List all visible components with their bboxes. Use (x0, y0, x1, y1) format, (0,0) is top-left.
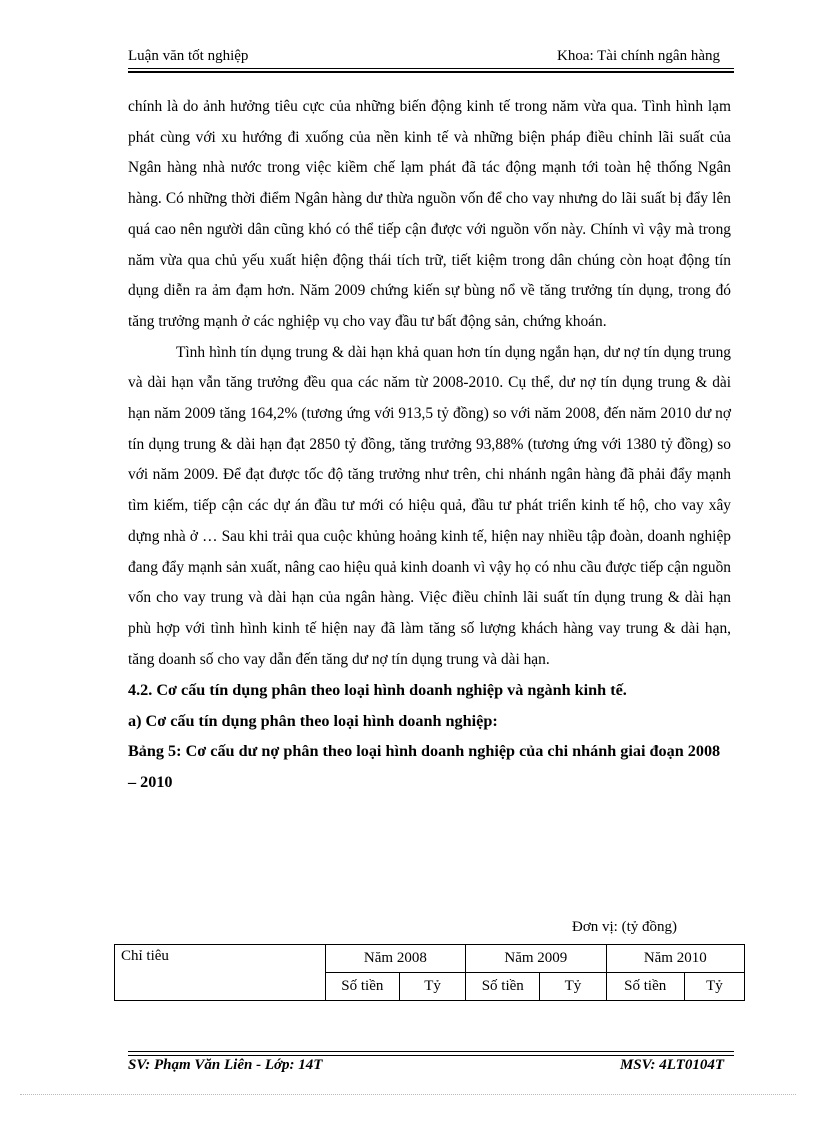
footer-rule-top (128, 1051, 734, 1052)
footer-student-id: MSV: 4LT0104T (619, 1057, 724, 1073)
col-label-header: Chỉ tiêu (115, 945, 326, 1001)
page-boundary-line (20, 1094, 796, 1095)
table-header-row (115, 945, 745, 973)
amount-2010-header: Số tiền (606, 973, 684, 1001)
page-body (128, 92, 731, 797)
subsection-heading: a) Cơ cấu tín dụng phân theo loại hình doanh nghiệp: (128, 711, 498, 730)
table-unit-note: Đơn vị: (tỷ đồng) (572, 919, 678, 935)
credit-structure-table (114, 944, 745, 1001)
page-footer (128, 1057, 734, 1074)
footer-rule-bottom (128, 1055, 734, 1056)
year-2009-header: Năm 2009 (466, 945, 606, 973)
amount-2008-header: Số tiền (325, 973, 399, 1001)
year-2010-header: Năm 2010 (606, 945, 744, 973)
amount-2009-header: Số tiền (466, 973, 540, 1001)
table-title: Bảng 5: Cơ cấu dư nợ phân theo loại hình doanh nghiệp của chi nhánh giai đoạn 2008 – 2010 (128, 742, 721, 791)
year-2008-header: Năm 2008 (325, 945, 465, 973)
header-thesis-label: Luận văn tốt nghiệp (128, 48, 249, 64)
section-heading: 4.2. Cơ cấu tín dụng phân theo loại hình doanh nghiệp và ngành kinh tế. (128, 681, 627, 700)
header-rule (128, 71, 734, 73)
ratio-2009-header: Tỷ (540, 973, 606, 1001)
paragraph-2: Tình hình tín dụng trung & dài hạn khả quan hơn tín dụng ngắn hạn, dư nợ tín dụng trung và dài hạn vẫn tăng trưởng đều qua các năm từ 2008-2010. Cụ thể, dư nợ tín dụng trung & dài hạn năm 2009 tăng 164,2% (tương ứng với 913,5 tỷ đồng) so với năm 2008, đến năm 2010 dư nợ tín dụng trung & dài hạn đạt 2850 tỷ đồng, tăng trưởng 93,88% (tương ứng với 1380 tỷ đồng) so với năm 2009. Để đạt được tốc độ tăng trưởng như trên, chi nhánh ngân hàng đã phải đẩy mạnh tìm kiếm, tiếp cận các dự án đầu tư mới có hiệu quả, đầu tư phát triển kinh tế hộ, cho vay xây dựng nhà ở … Sau khi trải qua cuộc khủng hoảng kinh tế, hiện nay nhiều tập đoàn, doanh nghiệp đang đẩy mạnh sản xuất, nâng cao hiệu quả kinh doanh vì vậy họ có nhu cầu được tiếp cận nguồn vốn cho vay trung và dài hạn của ngân hàng. Việc điều chỉnh lãi suất tín dụng trung & dài hạn phù hợp với tình hình kinh tế hiện nay đã làm tăng số lượng khách hàng vay trung & dài hạn, tăng doanh số cho vay dẫn đến tăng dư nợ tín dụng trung và dài hạn. (128, 343, 731, 668)
paragraph-1: chính là do ảnh hưởng tiêu cực của những biến động kinh tế trong năm vừa qua. Tình hình lạm phát cùng với xu hướng đi xuống của nền kinh tế và những biện pháp điều chỉnh lãi suất của Ngân hàng nhà nước trong việc kiềm chế lạm phát đã tác động mạnh tới toàn hệ thống Ngân hàng. Có những thời điểm Ngân hàng dư thừa nguồn vốn để cho vay nhưng do lãi suất bị đẩy lên quá cao nên người dân cũng khó có thể tiếp cận được với nguồn vốn này. Chính vì vậy mà trong năm vừa qua chủ yếu xuất hiện động thái tích trữ, tiết kiệm trong dân chúng còn hoạt động tín dụng diễn ra ảm đạm hơn. Năm 2009 chứng kiến sự bùng nổ về tăng trưởng tín dụng, trong đó tăng trưởng mạnh ở các nghiệp vụ cho vay đầu tư bất động sản, chứng khoán. (128, 98, 731, 330)
ratio-2010-header: Tỷ (684, 973, 744, 1001)
page-header (128, 48, 734, 69)
footer-student-info: SV: Phạm Văn Liên - Lớp: 14T (128, 1057, 323, 1073)
header-faculty-label: Khoa: Tài chính ngân hàng (556, 48, 720, 64)
ratio-2008-header: Tỷ (399, 973, 465, 1001)
